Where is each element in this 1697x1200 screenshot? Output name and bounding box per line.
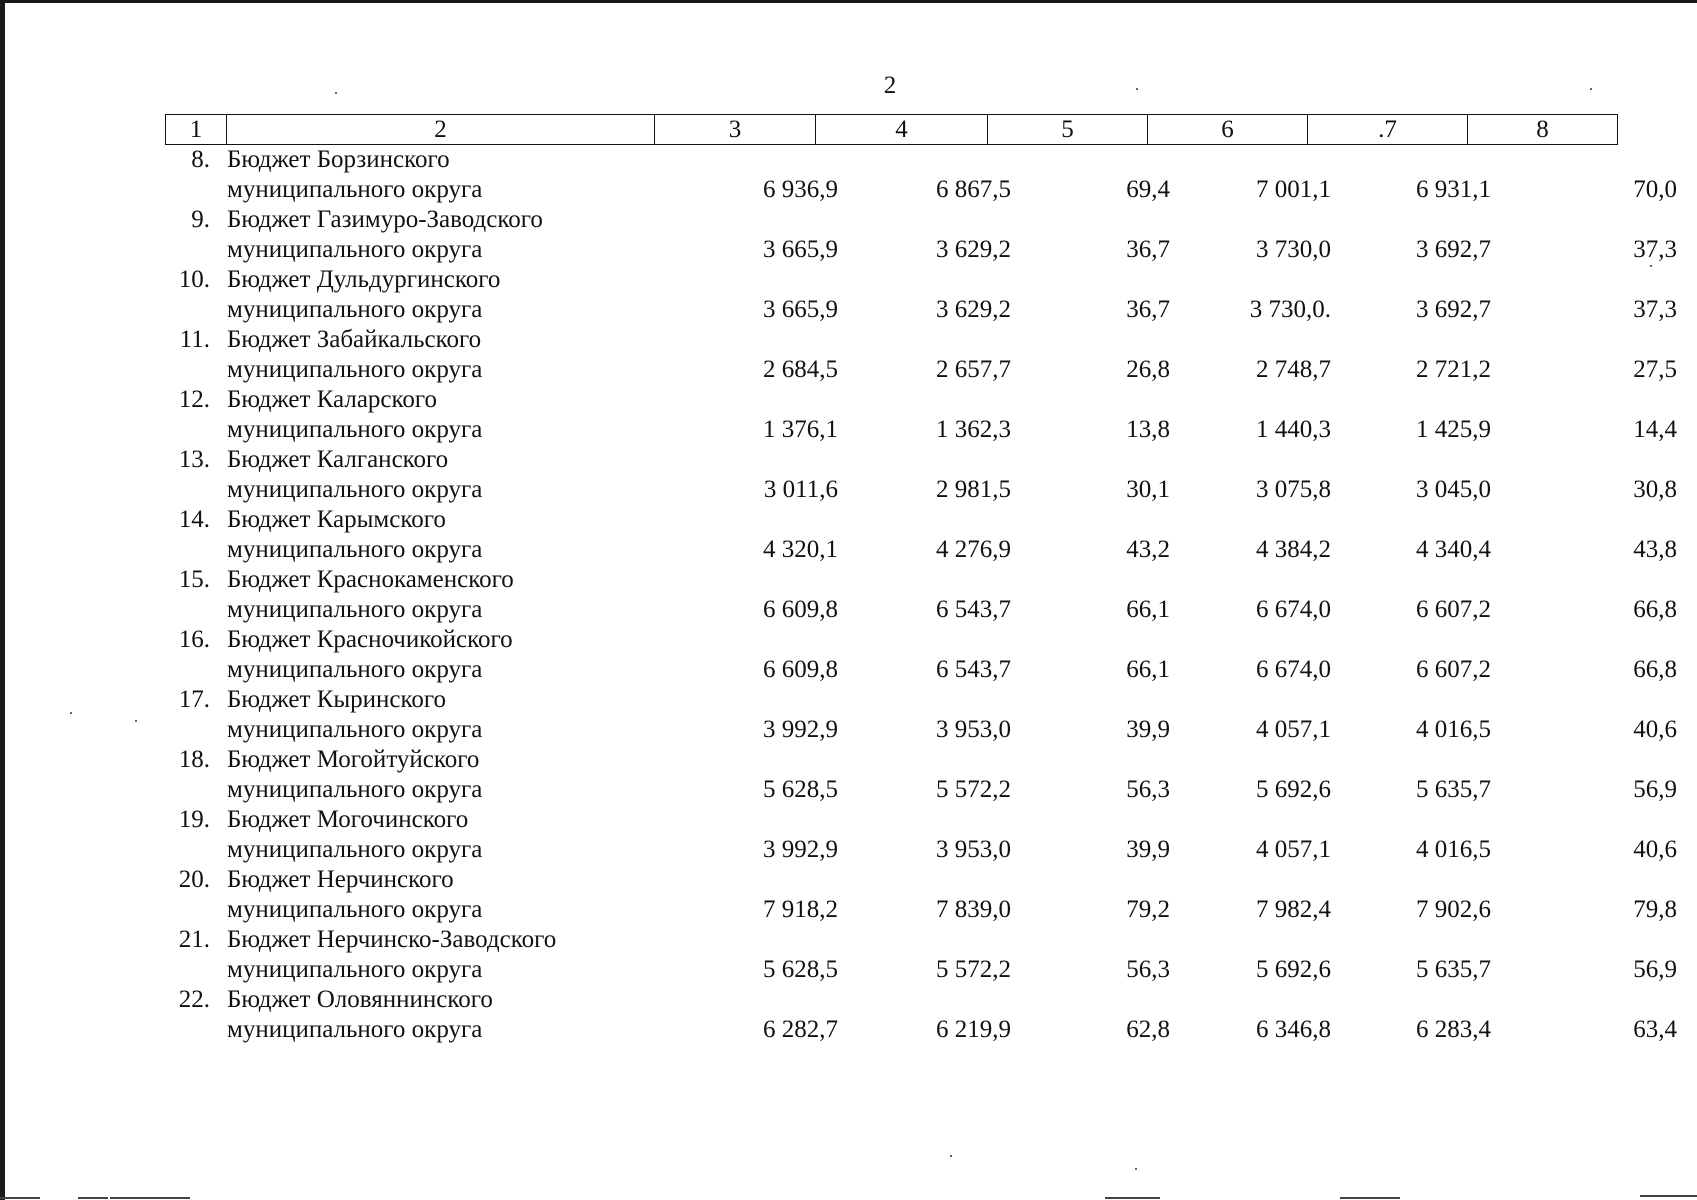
table-row: [165, 265, 1677, 325]
value-col-4: 5 572,2: [936, 776, 1011, 803]
value-col-5: 39,9: [1126, 716, 1170, 743]
value-col-5: 13,8: [1126, 416, 1170, 443]
page-number: 2: [883, 72, 897, 99]
value-col-8: 40,6: [1633, 716, 1677, 743]
table-row: [165, 205, 1677, 265]
scan-speck: [950, 1155, 952, 1157]
budget-name-line2: муниципального округа: [227, 356, 483, 383]
value-col-6: 4 057,1: [1256, 836, 1331, 863]
value-col-4: 2 657,7: [936, 356, 1011, 383]
value-col-7: 6 607,2: [1416, 596, 1491, 623]
budget-name-line2: муниципального округа: [227, 536, 483, 563]
row-number: 18.: [178, 746, 210, 773]
scan-border-left: [0, 0, 5, 1200]
scan-dash: [1640, 1195, 1697, 1197]
value-col-5: 79,2: [1126, 896, 1170, 923]
value-col-8: 14,4: [1633, 416, 1677, 443]
scan-speck: [135, 720, 137, 722]
header-col-6: 6: [1148, 115, 1308, 145]
budget-name-line2: муниципального округа: [227, 236, 483, 263]
value-col-5: 36,7: [1126, 296, 1170, 323]
value-col-3: 3 011,6: [763, 476, 838, 503]
budget-name-line1: Бюджет Могочинского: [227, 806, 469, 833]
value-col-6: 5 692,6: [1256, 776, 1331, 803]
header-col-3: 3: [655, 115, 816, 145]
scan-dash: [110, 1197, 190, 1199]
header-col-4: 4: [816, 115, 988, 145]
value-col-7: 3 692,7: [1416, 296, 1491, 323]
value-col-6: 6 674,0: [1256, 596, 1331, 623]
budget-name-line1: Бюджет Каларского: [227, 386, 438, 413]
budget-name-line2: муниципального округа: [227, 656, 483, 683]
value-col-3: 3 992,9: [763, 836, 838, 863]
budget-name-line2: муниципального округа: [227, 896, 483, 923]
scan-dash: [1105, 1197, 1160, 1199]
value-col-8: 66,8: [1633, 656, 1677, 683]
scan-speck: [335, 92, 337, 94]
header-row: [166, 115, 1618, 145]
row-number: 16.: [178, 626, 210, 653]
scan-speck: [70, 712, 72, 714]
value-col-7: 4 340,4: [1416, 536, 1491, 563]
row-number: 8.: [191, 146, 210, 173]
budget-name-line1: Бюджет Забайкальского: [227, 326, 482, 353]
value-col-5: 66,1: [1126, 596, 1170, 623]
table-row: [165, 805, 1677, 865]
value-col-4: 6 867,5: [936, 176, 1011, 203]
value-col-5: 66,1: [1126, 656, 1170, 683]
budget-name-line1: Бюджет Газимуро-Заводского: [227, 206, 543, 233]
value-col-6: 3 730,0: [1256, 236, 1331, 263]
header-col-8: 8: [1468, 115, 1618, 145]
column-number-header: [165, 114, 1618, 145]
value-col-6: 5 692,6: [1256, 956, 1331, 983]
row-number: 12.: [178, 386, 210, 413]
value-col-3: 6 609,8: [763, 596, 838, 623]
value-col-5: 56,3: [1126, 776, 1170, 803]
table-row: [165, 445, 1677, 505]
scan-speck: [1590, 88, 1592, 90]
budget-name-line2: муниципального округа: [227, 296, 483, 323]
value-col-7: 6 283,4: [1416, 1016, 1491, 1043]
row-number: 10.: [178, 266, 210, 293]
budget-name-line2: муниципального округа: [227, 956, 483, 983]
budget-name-line1: Бюджет Красночикойского: [227, 626, 513, 653]
value-col-5: 62,8: [1126, 1016, 1170, 1043]
value-col-4: 3 629,2: [936, 296, 1011, 323]
budget-name-line2: муниципального округа: [227, 476, 483, 503]
header-col-7: .7: [1308, 115, 1468, 145]
scan-speck: [1135, 1168, 1137, 1170]
budget-name-line2: муниципального округа: [227, 776, 483, 803]
value-col-4: 4 276,9: [936, 536, 1011, 563]
value-col-4: 5 572,2: [936, 956, 1011, 983]
budget-name-line2: муниципального округа: [227, 596, 483, 623]
row-number: 19.: [178, 806, 210, 833]
scan-speck: [1650, 265, 1652, 267]
value-col-7: 5 635,7: [1416, 956, 1491, 983]
value-col-6: 4 384,2: [1256, 536, 1331, 563]
budget-name-line2: муниципального округа: [227, 416, 483, 443]
value-col-8: 37,3: [1633, 296, 1677, 323]
table-row: [165, 865, 1677, 925]
value-col-3: 5 628,5: [763, 956, 838, 983]
value-col-4: 6 219,9: [936, 1016, 1011, 1043]
header-col-5: 5: [988, 115, 1148, 145]
budget-name-line1: Бюджет Оловяннинского: [227, 986, 493, 1013]
value-col-7: 1 425,9: [1416, 416, 1491, 443]
budget-name-line1: Бюджет Краснокаменского: [227, 566, 514, 593]
value-col-4: 3 953,0: [936, 716, 1011, 743]
row-number: 11.: [179, 326, 210, 353]
value-col-4: 1 362,3: [936, 416, 1011, 443]
value-col-6: 3 075,8: [1256, 476, 1331, 503]
row-number: 22.: [178, 986, 210, 1013]
table-row: [165, 385, 1677, 445]
table-row: [165, 985, 1677, 1045]
value-col-7: 4 016,5: [1416, 836, 1491, 863]
value-col-3: 5 628,5: [763, 776, 838, 803]
row-number: 21.: [178, 926, 210, 953]
value-col-8: 56,9: [1633, 776, 1677, 803]
budget-name-line1: Бюджет Дульдургинского: [227, 266, 501, 293]
budget-name-line1: Бюджет Кыринского: [227, 686, 447, 713]
row-number: 9.: [191, 206, 210, 233]
value-col-3: 6 609,8: [763, 656, 838, 683]
value-col-8: 63,4: [1633, 1016, 1677, 1043]
value-col-5: 43,2: [1126, 536, 1170, 563]
value-col-6: 7 982,4: [1256, 896, 1331, 923]
value-col-7: 3 045,0: [1416, 476, 1491, 503]
value-col-8: 40,6: [1633, 836, 1677, 863]
scan-speck: [1136, 88, 1138, 90]
table-row: [165, 685, 1677, 745]
value-col-7: 2 721,2: [1416, 356, 1491, 383]
budget-name-line1: Бюджет Карымского: [227, 506, 446, 533]
budget-name-line1: Бюджет Борзинского: [227, 146, 450, 173]
value-col-5: 30,1: [1126, 476, 1170, 503]
row-number: 14.: [178, 506, 210, 533]
value-col-8: 27,5: [1633, 356, 1677, 383]
value-col-4: 6 543,7: [936, 596, 1011, 623]
table-row: [165, 505, 1677, 565]
budget-table-body: [165, 145, 1677, 1045]
scan-dash: [78, 1197, 108, 1199]
table-row: [165, 625, 1677, 685]
value-col-4: 3 629,2: [936, 236, 1011, 263]
value-col-3: 6 936,9: [763, 176, 838, 203]
value-col-6: 3 730,0.: [1249, 296, 1331, 323]
value-col-8: 43,8: [1633, 536, 1677, 563]
table-row: [165, 745, 1677, 805]
budget-name-line2: муниципального округа: [227, 176, 483, 203]
value-col-5: 69,4: [1126, 176, 1170, 203]
header-col-1: 1: [166, 115, 227, 145]
budget-name-line1: Бюджет Калганского: [227, 446, 449, 473]
budget-name-line2: муниципального округа: [227, 836, 483, 863]
value-col-4: 2 981,5: [936, 476, 1011, 503]
budget-name-line2: муниципального округа: [227, 716, 483, 743]
value-col-6: 6 674,0: [1256, 656, 1331, 683]
value-col-3: 2 684,5: [763, 356, 838, 383]
value-col-6: 2 748,7: [1256, 356, 1331, 383]
value-col-8: 37,3: [1633, 236, 1677, 263]
value-col-7: 6 931,1: [1416, 176, 1491, 203]
value-col-7: 3 692,7: [1416, 236, 1491, 263]
value-col-4: 7 839,0: [936, 896, 1011, 923]
value-col-5: 36,7: [1126, 236, 1170, 263]
row-number: 20.: [178, 866, 210, 893]
budget-name-line1: Бюджет Могойтуйского: [227, 746, 480, 773]
table-row: [165, 925, 1677, 985]
value-col-7: 6 607,2: [1416, 656, 1491, 683]
budget-name-line1: Бюджет Нерчинско-Заводского: [227, 926, 557, 953]
value-col-6: 1 440,3: [1256, 416, 1331, 443]
value-col-6: 7 001,1: [1256, 176, 1331, 203]
value-col-3: 4 320,1: [763, 536, 838, 563]
value-col-8: 30,8: [1633, 476, 1677, 503]
value-col-7: 4 016,5: [1416, 716, 1491, 743]
table-row: [165, 565, 1677, 625]
value-col-8: 66,8: [1633, 596, 1677, 623]
value-col-8: 70,0: [1633, 176, 1677, 203]
value-col-3: 3 992,9: [763, 716, 838, 743]
row-number: 13.: [178, 446, 210, 473]
value-col-5: 56,3: [1126, 956, 1170, 983]
scan-border-top: [0, 0, 1697, 3]
value-col-7: 5 635,7: [1416, 776, 1491, 803]
value-col-8: 79,8: [1633, 896, 1677, 923]
value-col-4: 3 953,0: [936, 836, 1011, 863]
header-col-2: 2: [227, 115, 655, 145]
value-col-7: 7 902,6: [1416, 896, 1491, 923]
budget-name-line2: муниципального округа: [227, 1016, 483, 1043]
value-col-3: 3 665,9: [763, 236, 838, 263]
value-col-4: 6 543,7: [936, 656, 1011, 683]
table-row: [165, 325, 1677, 385]
value-col-6: 4 057,1: [1256, 716, 1331, 743]
table-row: [165, 145, 1677, 205]
scan-dash: [0, 1197, 40, 1199]
value-col-3: 6 282,7: [763, 1016, 838, 1043]
value-col-6: 6 346,8: [1256, 1016, 1331, 1043]
row-number: 15.: [178, 566, 210, 593]
budget-name-line1: Бюджет Нерчинского: [227, 866, 454, 893]
value-col-3: 3 665,9: [763, 296, 838, 323]
value-col-5: 39,9: [1126, 836, 1170, 863]
row-number: 17.: [178, 686, 210, 713]
value-col-5: 26,8: [1126, 356, 1170, 383]
scan-dash: [1340, 1197, 1400, 1199]
value-col-3: 7 918,2: [763, 896, 838, 923]
value-col-8: 56,9: [1633, 956, 1677, 983]
value-col-3: 1 376,1: [763, 416, 838, 443]
